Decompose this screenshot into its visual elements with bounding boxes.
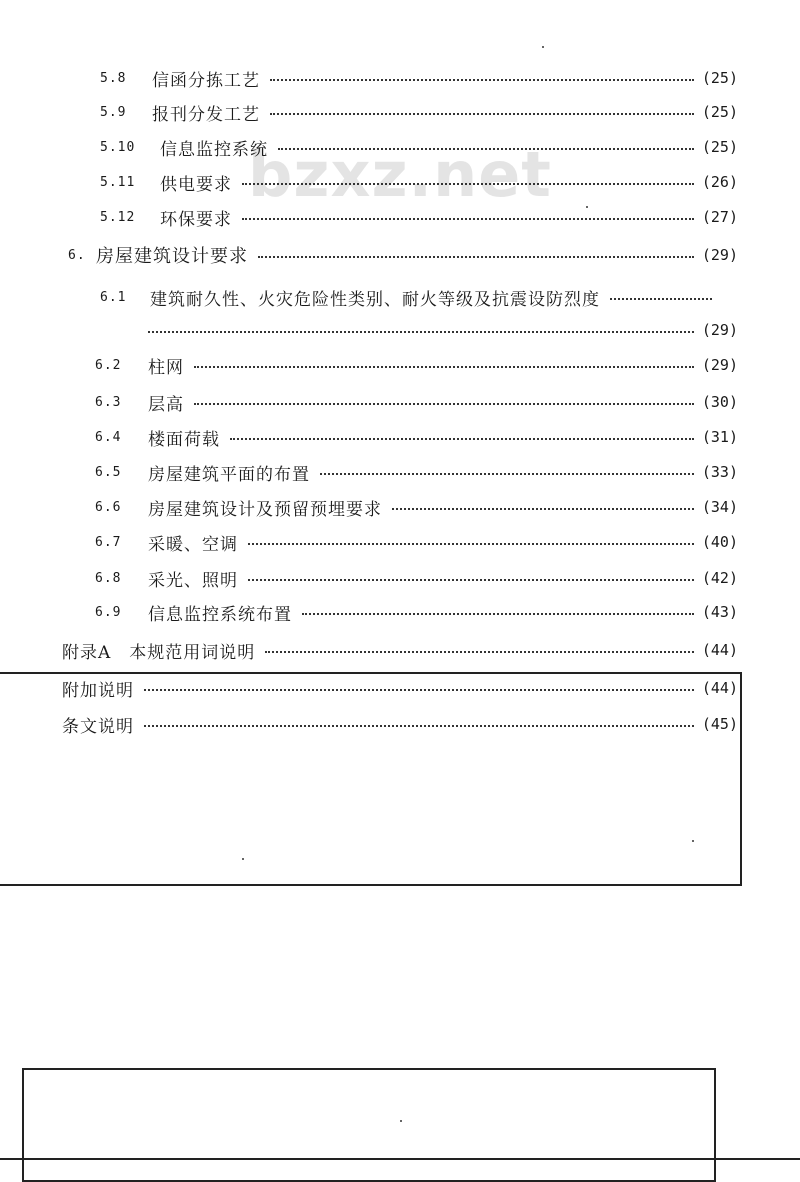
- toc-entry-number: 5.11: [100, 174, 136, 190]
- toc-leader-dots: [242, 218, 694, 220]
- bottom-rule: [0, 1158, 800, 1160]
- toc-leader-dots: [278, 148, 694, 150]
- toc-entry-number: 5.8: [100, 70, 127, 86]
- toc-entry-page: (30): [701, 393, 738, 411]
- toc-entry-page: (27): [701, 208, 738, 226]
- toc-entry-page: (43): [701, 603, 738, 621]
- toc-leader-dots: [230, 438, 694, 440]
- toc-entry-number: 5.9: [100, 104, 127, 120]
- toc-entry: [100, 135, 738, 159]
- toc-leader-dots: [320, 473, 694, 475]
- toc-leader-dots: [148, 331, 694, 333]
- toc-leader-dots: [392, 508, 694, 510]
- toc-entry: [100, 170, 738, 194]
- toc-entry: [62, 638, 738, 662]
- toc-entry-number: 6.9: [95, 604, 122, 620]
- toc-entry-page: (25): [701, 103, 738, 121]
- toc-leader-dots: [194, 366, 694, 368]
- toc-entry: [95, 495, 738, 519]
- toc-entry-page: (31): [701, 428, 738, 446]
- toc-entry-number: 6.1: [100, 289, 127, 305]
- frame-box-lower: [22, 1068, 716, 1182]
- scan-speck: [692, 840, 694, 842]
- toc-leader-dots: [194, 403, 694, 405]
- toc-entry-title: 信息监控系统布置: [148, 604, 292, 625]
- toc-entry-number: 6.: [68, 247, 86, 263]
- toc-entry: [95, 530, 738, 554]
- toc-entry-title: 信函分拣工艺: [152, 70, 260, 91]
- toc-entry-title: 柱网: [148, 357, 184, 378]
- toc-entry: [100, 66, 738, 90]
- toc-entry-title: 房屋建筑设计及预留预埋要求: [148, 499, 382, 520]
- toc-entry-page: (45): [701, 715, 738, 733]
- toc-entry: [100, 285, 720, 309]
- toc-entry-page: (33): [701, 463, 738, 481]
- toc-leader-dots: [248, 543, 694, 545]
- toc-entry: [95, 460, 738, 484]
- scan-speck: [586, 206, 588, 208]
- toc-leader-dots: [610, 298, 712, 300]
- toc-entry-number: 6.6: [95, 499, 122, 515]
- toc-leader-dots: [270, 79, 694, 81]
- toc-entry-title: 采光、照明: [148, 570, 238, 591]
- toc-entry-page: (25): [701, 138, 738, 156]
- toc-entry-number: 6.4: [95, 429, 122, 445]
- toc-entry-title: 条文说明: [62, 716, 134, 737]
- toc-leader-dots: [258, 256, 694, 258]
- toc-entry-page: (26): [701, 173, 738, 191]
- toc-entry: [100, 205, 738, 229]
- toc-entry-page: (34): [701, 498, 738, 516]
- toc-entry-title: 供电要求: [160, 174, 232, 195]
- toc-entry: [95, 566, 738, 590]
- scan-speck: [400, 1120, 402, 1122]
- toc-entry-title: 楼面荷载: [148, 429, 220, 450]
- toc-entry-number: 6.5: [95, 464, 122, 480]
- toc-leader-dots: [270, 113, 694, 115]
- toc-entry-number: 6.8: [95, 570, 122, 586]
- toc-entry-page: (40): [701, 533, 738, 551]
- toc-entry-title: 环保要求: [160, 209, 232, 230]
- toc-entry: [95, 600, 738, 624]
- toc-entry-page: (42): [701, 569, 738, 587]
- toc-entry-page: (29): [701, 321, 738, 339]
- toc-leader-dots: [242, 183, 694, 185]
- toc-entry-title: 房屋建筑平面的布置: [148, 464, 310, 485]
- scan-speck: [542, 46, 544, 48]
- toc-entry-title: 房屋建筑设计要求: [96, 246, 248, 267]
- toc-entry-title: 信息监控系统: [160, 139, 268, 160]
- toc-entry-number: 6.2: [95, 357, 122, 373]
- toc-entry: [95, 353, 738, 377]
- toc-entry-title: 建筑耐久性、火灾危险性类别、耐火等级及抗震设防烈度: [150, 289, 600, 310]
- toc-entry-title: 附录A 本规范用词说明: [62, 642, 256, 663]
- toc-entry: [100, 100, 738, 124]
- scan-speck: [242, 858, 244, 860]
- toc-entry-page: (25): [701, 69, 738, 87]
- toc-entry-title: 层高: [148, 394, 184, 415]
- toc-entry-number: 5.10: [100, 139, 136, 155]
- toc-entry-title: 附加说明: [62, 680, 134, 701]
- toc-entry: [95, 390, 738, 414]
- toc-entry-page: (44): [701, 641, 738, 659]
- toc-entry-page: (44): [701, 679, 738, 697]
- toc-entry: [68, 243, 738, 267]
- toc-leader-dots: [265, 651, 694, 653]
- toc-entry: [148, 318, 738, 342]
- toc-entry-title: 采暖、空调: [148, 534, 238, 555]
- toc-leader-dots: [302, 613, 694, 615]
- toc-entry-number: 5.12: [100, 209, 136, 225]
- watermark: bzxz.net: [248, 138, 552, 211]
- toc-entry-page: (29): [701, 246, 738, 264]
- toc-leader-dots: [248, 579, 694, 581]
- toc-entry-title: 报刊分发工艺: [152, 104, 260, 125]
- toc-entry-number: 6.7: [95, 534, 122, 550]
- toc-entry-page: (29): [701, 356, 738, 374]
- toc-entry-number: 6.3: [95, 394, 122, 410]
- frame-box-upper: [0, 672, 742, 886]
- toc-entry: [95, 425, 738, 449]
